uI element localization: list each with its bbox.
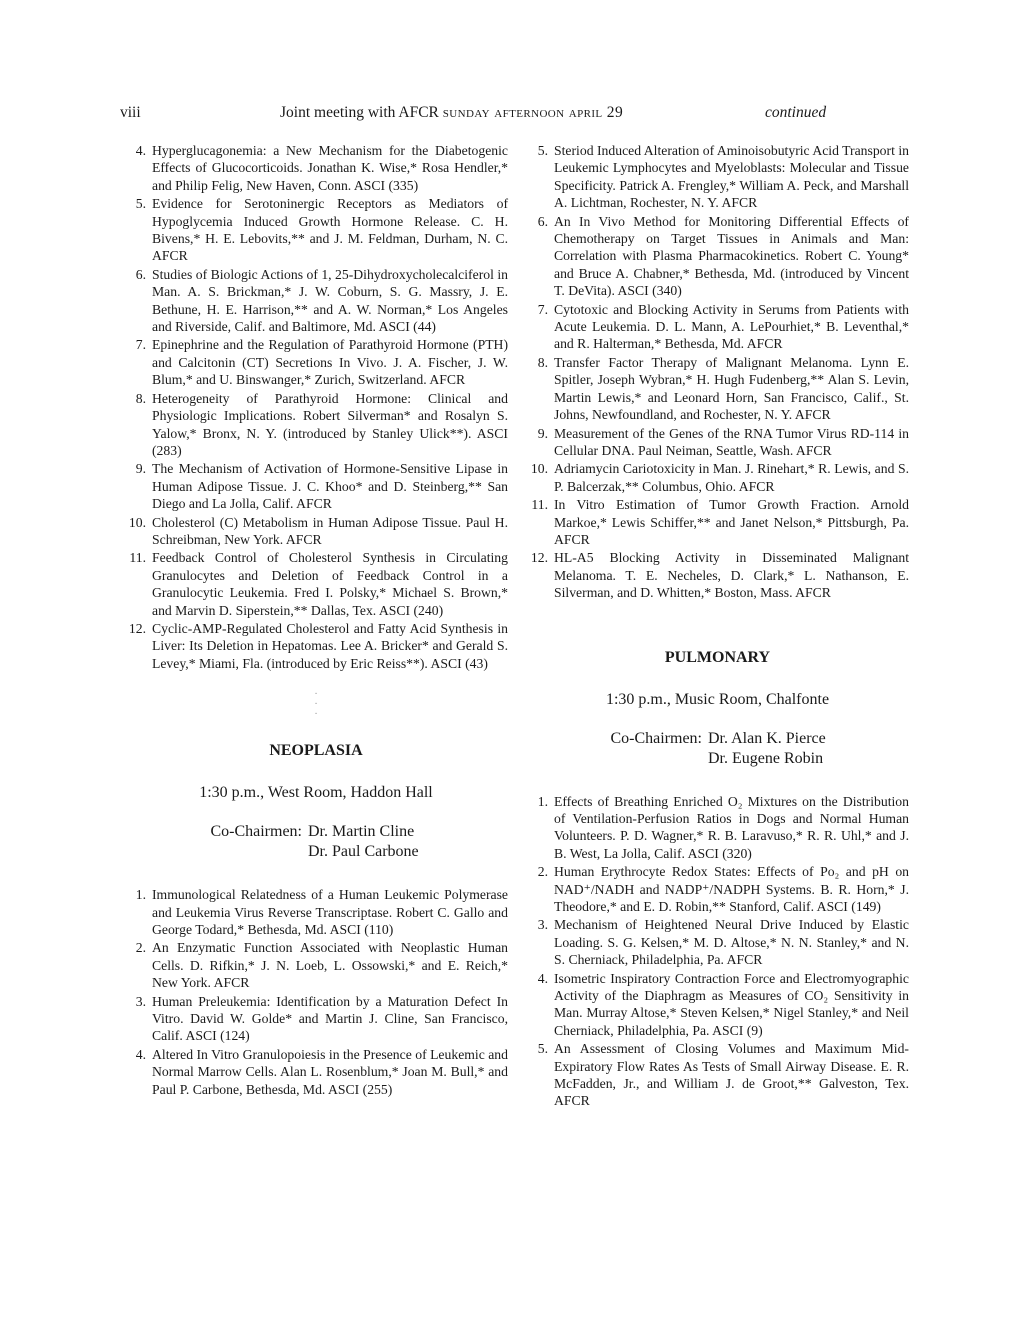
list-item: 9. Measurement of the Genes of the RNA Tumor Virus RD-114 in Cellular DNA. Paul Neiman, Seattle, Wash. AFCR — [537, 425, 909, 458]
section-title-pulmonary: PULMONARY — [664, 648, 771, 666]
list-item: 10. Adriamycin Cariotoxicity in Man. J. Rinehart,* R. Lewis, and S. P. Balcerzak,** Columbus, Ohio. AFCR — [530, 461, 909, 494]
abstract-list — [526, 142, 909, 602]
list-item: 1. Effects of Breathing Enriched O₂ Mixtures on the Distribution of Ventilation-Perfusion Ratios in Dogs and Normal Human Volunteers. P. D. Wagner,* R. B. Laravuso,* R. R. Uhl,* and J. B. West, La Jolla, Calif. ASCI (320) — [537, 793, 909, 861]
list-item: 11. Feedback Control of Cholesterol Synthesis in Circulating Granulocytes and Deletion of Feedback Control in a Granulocytic Leukemia. Fred I. Polsky,* Michael S. Brown,* and Marvin D. Siperstein,** Dallas, Tex. ASCI (240) — [129, 550, 508, 618]
list-item: 4. Hyperglucagonemia: a New Mechanism for the Diabetogenic Effects of Glucocorticoids. Jonathan K. Wise,* Rosa Hendler,* and Philip Felig, New Haven, Conn. ASCI (335) — [135, 143, 508, 193]
list-item: 8. Heterogeneity of Parathyroid Hormone: Clinical and Physiologic Implications. Robert Silverman* and Rosalyn S. Yalow,* Bronx, N. Y. (introduced by Stanley Ulick**). ASCI (283) — [135, 390, 508, 458]
chairman-name: Dr. Alan K. Pierce — [708, 729, 826, 747]
list-item: 7. Cytotoxic and Blocking Activity in Serums from Patients with Acute Leukemia. D. L. Mann, A. LePourhiet,* B. Leventhal,* and R. Halterman,* Bethesda, Md. AFCR — [537, 301, 909, 352]
page-number: viii — [120, 104, 141, 121]
list-item: 2. Human Erythrocyte Redox States: Effects of Po₂ and pH on NAD⁺/NADH and NADP⁺/NADPH Systems. B. R. Horn,* J. Theodore,* and E. D. Robin,** Stanford, Calif. ASCI (149) — [537, 864, 909, 914]
list-item: 5. Evidence for Serotoninergic Receptors as Mediators of Hypoglycemia Induced Growth Hormone Release. C. H. Bivens,* H. E. Lebovits,** and J. M. Feldman, Durham, N. C. AFCR — [135, 196, 508, 264]
running-title-day: sunday afternoon april 29 — [442, 104, 624, 121]
list-item: 9. The Mechanism of Activation of Hormone-Sensitive Lipase in Human Adipose Tissue. J. C. Khoo* and D. Steinberg,** San Diego and La Jolla, Calif. AFCR — [135, 461, 508, 512]
right-column — [526, 142, 909, 1111]
list-item: 12. HL-A5 Blocking Activity in Disseminated Malignant Melanoma. T. E. Necheles, D. Clark,* L. Nathanson, E. Silverman, and D. Whitten,* Boston, Mass. AFCR — [530, 550, 909, 601]
co-chairmen — [526, 729, 909, 769]
list-item: 6. An In Vivo Method for Monitoring Differential Effects of Chemotherapy on Target Tissues in Animals and Man: Correlation with Plasma Pharmacokinetics. Robert C. Young* and Bruce A. Chabner,* Bethesda, Md. (introduced by Vincent T. DeVita). ASCI (340) — [537, 213, 909, 299]
session-time-location: 1:30 p.m., Music Room, Chalfonte — [605, 690, 830, 708]
co-chairmen-label: Co-Chairmen: — [210, 823, 302, 841]
list-item: 12. Cyclic-AMP-Regulated Cholesterol and Fatty Acid Synthesis in Liver: Its Deletion in Hepatomas. Lee A. Bricker* and Gerald S. Levey,* Miami, Fla. (introduced by Eric Reiss**). ASCI (43) — [128, 620, 508, 671]
abstract-list — [526, 793, 909, 1110]
list-item: 1. Immunological Relatedness of a Human Leukemic Polymerase and Leukemia Virus Reverse Transcriptase. Robert C. Gallo and George Todard,* Bethesda, Md. ASCI (110) — [135, 887, 508, 937]
list-item: 3. Human Preleukemia: Identification by a Maturation Defect In Vitro. David W. Golde* and Martin J. Cline, San Francisco, Calif. ASCI (124) — [135, 993, 508, 1044]
co-chairmen — [124, 822, 508, 862]
session-time-location: 1:30 p.m., West Room, Haddon Hall — [199, 784, 433, 802]
list-item: 5. Steriod Induced Alteration of Aminoisobutyric Acid Transport in Leukemic Lymphocytes and Myeloblasts: Molecular and Tissue Specificity. Patrick A. Frengley,* William A. Peck, and Marshall A. Lichtman, Rochester, N. Y. AFCR — [537, 143, 909, 211]
list-item: 11. In Vitro Estimation of Tumor Growth Fraction. Arnold Markoe,* Lewis Schiffer,** and Janet Nelson,* Pittsburgh, Pa. AFCR — [531, 497, 909, 547]
abstract-list — [124, 886, 508, 1098]
section-title-neoplasia: NEOPLASIA — [269, 742, 363, 760]
page-header — [120, 104, 920, 128]
running-title: Joint meeting with AFCR sunday afternoon april 29 — [280, 104, 624, 121]
left-column — [124, 142, 508, 1099]
list-item: 10. Cholesterol (C) Metabolism in Human Adipose Tissue. Paul H. Schreibman, New York. AFCR — [128, 514, 508, 547]
list-item: 8. Transfer Factor Therapy of Malignant Melanoma. Lynn E. Spitler, Joseph Wybran,* H. Hugh Fudenberg,** Alan S. Levin, Martin Lewis,* and Leonard Horn, San Francisco, Calif., St. Johns, Newfoundland, and Rochester, N. Y. AFCR — [537, 354, 909, 423]
chairman-name: Dr. Eugene Robin — [708, 749, 824, 767]
list-item: 4. Altered In Vitro Granulopoiesis in the Presence of Leukemic and Normal Marrow Cells. Alan L. Rosenblum,* Joan M. Bull,* and Paul P. Carbone, Bethesda, Md. ASCI (255) — [135, 1046, 508, 1097]
chairman-name: Dr. Paul Carbone — [308, 843, 419, 861]
list-item: 6. Studies of Biologic Actions of 1, 25-Dihydroxycholecalciferol in Man. A. S. Brickman,* J. W. Coburn, S. G. Massry, J. E. Bethune, H. E. Harrison,** and A. W. Norman,* Los Angeles and Riverside, Calif. and Baltimore, Md. ASCI (44) — [135, 266, 508, 335]
list-item: 7. Epinephrine and the Regulation of Parathyroid Hormone (PTH) and Calcitonin (CT) Secretions In Vivo. J. A. Fischer, J. W. Blum,* and U. Binswanger,* Zurich, Switzerland. AFCR — [135, 337, 508, 388]
abstract-list — [124, 142, 508, 672]
list-item: 5. An Assessment of Closing Volumes and Maximum Mid-Expiratory Flow Rates As Tests of Small Airway Disease. E. R. McFadden, Jr., and William J. de Groot,** Galveston, Tex. AFCR — [537, 1041, 909, 1109]
continued-label: continued — [765, 104, 827, 121]
list-item: 2. An Enzymatic Function Associated with Neoplastic Human Cells. D. Rifkin,* J. N. Loeb, L. Ossowski,* and E. Reich,* New York. AFCR — [135, 940, 508, 991]
section-separator: · · · — [314, 689, 318, 721]
co-chairmen-label: Co-Chairmen: — [610, 729, 702, 747]
chairman-name: Dr. Martin Cline — [308, 823, 415, 841]
list-item: 4. Isometric Inspiratory Contraction Force and Electromyographic Activity of the Diaphragm as Measures of CO₂ Sensitivity in Man. Murray Altose,* Steven Kelsen,* Nigel Stanley,* and Neil Cherniack, Philadelphia, Pa. ASCI (9) — [537, 970, 909, 1038]
list-item: 3. Mechanism of Heightened Neural Drive Induced by Elastic Loading. S. G. Kelsen,* M. D. Altose,* N. N. Stanley,* and N. S. Cherniack, Philadelphia, Pa. AFCR — [537, 917, 909, 968]
